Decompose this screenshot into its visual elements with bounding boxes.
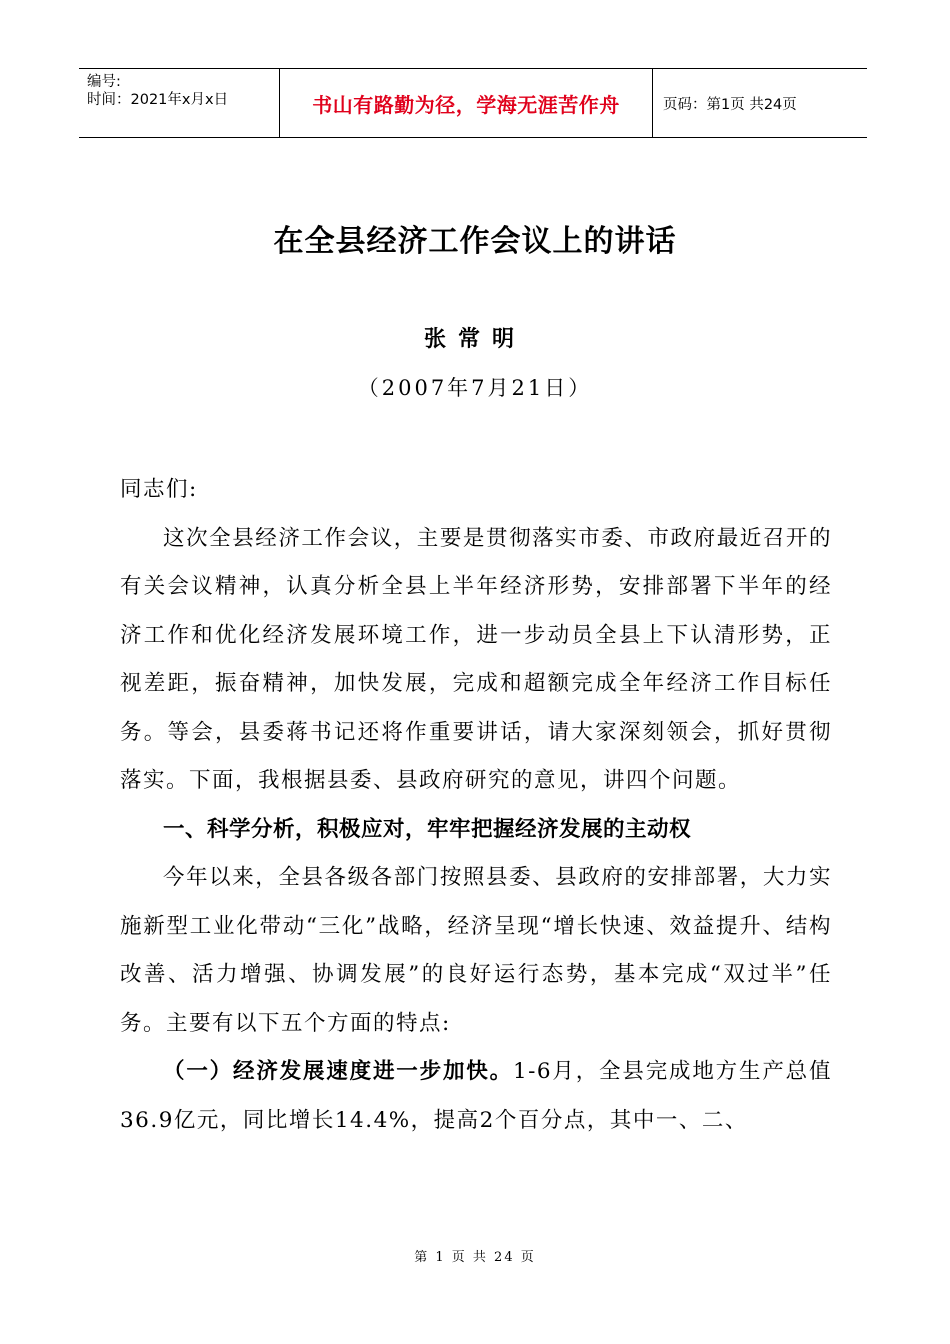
author: 张常明 bbox=[423, 326, 526, 352]
paragraph bbox=[120, 1048, 832, 1145]
motto: 书山有路勤为径，学海无涯苦作舟 bbox=[280, 69, 653, 137]
page-footer: 第 1 页 共 24 页 bbox=[414, 1250, 536, 1265]
salutation: 同志们: bbox=[120, 477, 198, 502]
document-title: 在全县经济工作会议上的讲话 bbox=[273, 224, 677, 259]
paragraph-text: 1-6月，全县完成地方生产总值36.9亿元，同比增长14.4%，提高2个百分点，其中一、二、 bbox=[120, 1059, 832, 1133]
subsection-heading: （一）经济发展速度进一步加快。 bbox=[163, 1059, 513, 1084]
header-bar bbox=[79, 68, 867, 138]
number-label: 编号: bbox=[87, 74, 121, 90]
time-label: 时间：2021年x月x日 bbox=[87, 92, 229, 108]
header-info bbox=[79, 69, 280, 137]
paragraph: 这次全县经济工作会议，主要是贯彻落实市委、市政府最近召开的有关会议精神，认真分析全县上半年经济形势，安排部署下半年的经济工作和优化经济发展环境工作，进一步动员全县上下认清形势，正视差距，振奋精神，加快发展，完成和超额完成全年经济工作目标任务。等会，县委蒋书记还将作重要讲话，请大家深刻领会，抓好贯彻落实。下面，我根据县委、县政府研究的意见，讲四个问题。 bbox=[120, 525, 832, 793]
speech-date: （2007年7月21日） bbox=[357, 376, 593, 400]
paragraph: 今年以来，全县各级各部门按照县委、县政府的安排部署，大力实施新型工业化带动“三化”战略，经济呈现“增长快速、效益提升、结构改善、活力增强、协调发展”的良好运行态势，基本完成“双过半”任务。主要有以下五个方面的特点: bbox=[120, 865, 832, 1036]
section-heading: 一、科学分析，积极应对，牢牢把握经济发展的主动权 bbox=[163, 816, 692, 842]
page-info: 页码：第1页 共24页 bbox=[663, 96, 797, 113]
document-body bbox=[120, 466, 832, 1145]
